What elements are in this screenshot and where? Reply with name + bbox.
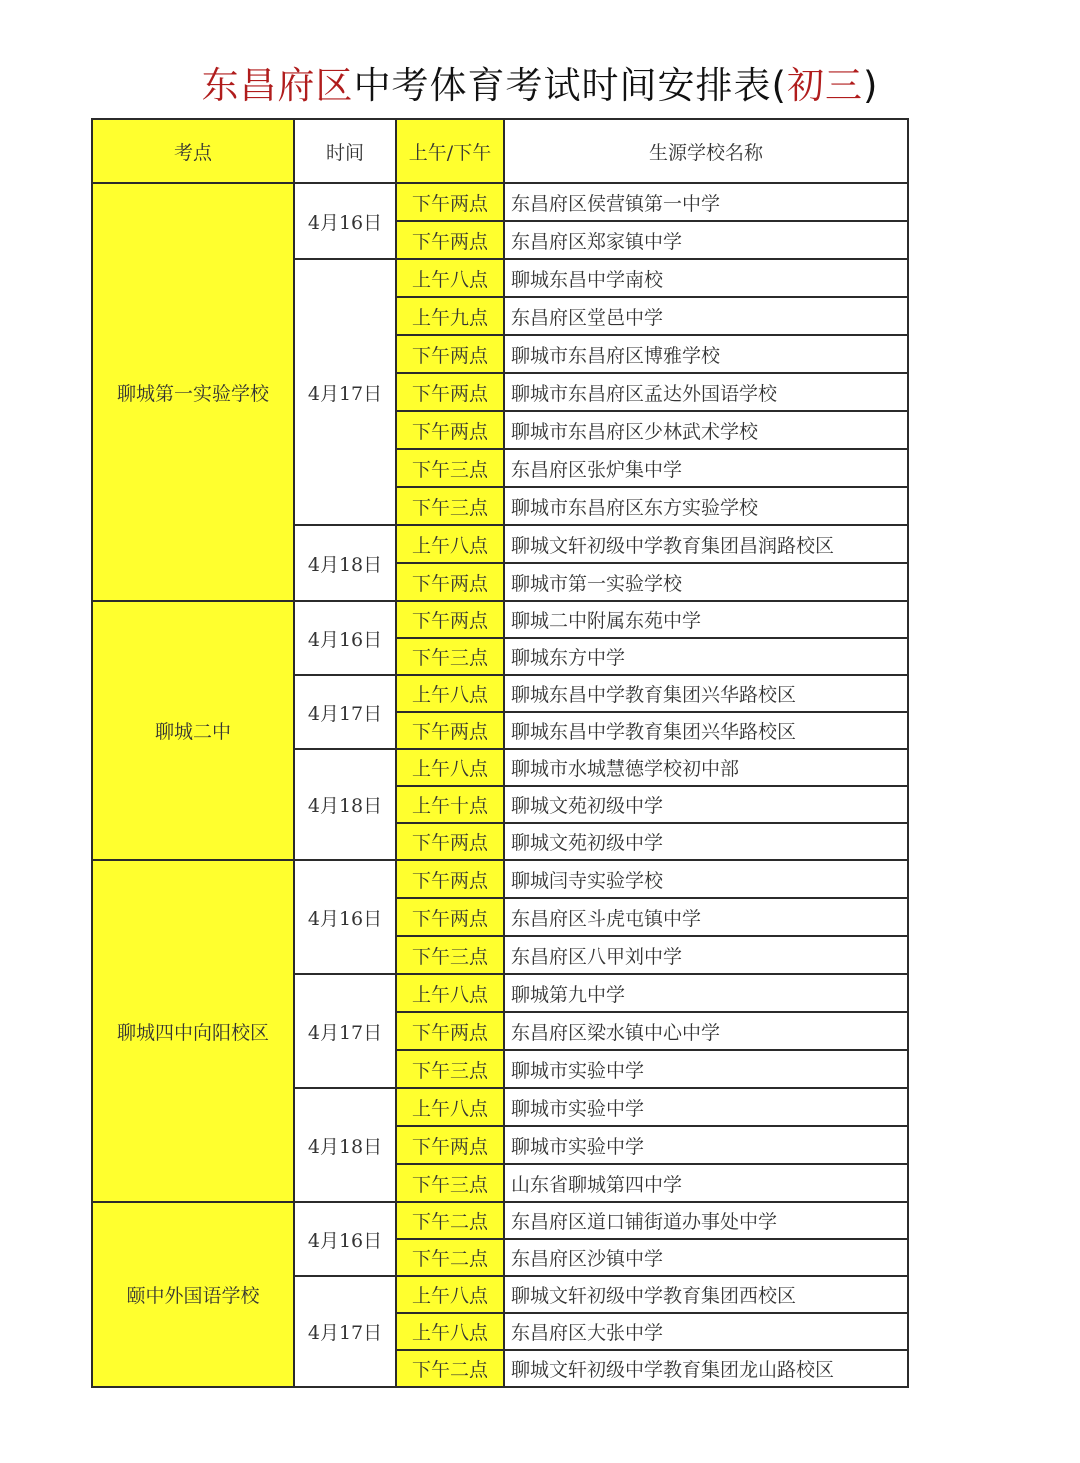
header-period: 上午/下午 — [396, 119, 504, 183]
period-cell: 上午八点 — [396, 1088, 504, 1126]
period-cell: 下午两点 — [396, 898, 504, 936]
period-cell: 下午三点 — [396, 638, 504, 675]
period-cell: 下午三点 — [396, 936, 504, 974]
period-cell: 上午八点 — [396, 974, 504, 1012]
school-cell: 聊城文轩初级中学教育集团西校区 — [504, 1276, 908, 1313]
table-row — [92, 1202, 908, 1239]
school-cell: 聊城东昌中学教育集团兴华路校区 — [504, 712, 908, 749]
site-cell: 聊城二中 — [92, 601, 294, 860]
period-cell: 下午两点 — [396, 860, 504, 898]
header-time: 时间 — [294, 119, 396, 183]
date-cell: 4月18日 — [294, 525, 396, 601]
table-row — [92, 860, 908, 898]
school-cell: 聊城第九中学 — [504, 974, 908, 1012]
school-cell: 东昌府区斗虎屯镇中学 — [504, 898, 908, 936]
school-cell: 聊城市东昌府区博雅学校 — [504, 335, 908, 373]
period-cell: 下午两点 — [396, 373, 504, 411]
school-cell: 聊城东昌中学南校 — [504, 259, 908, 297]
school-cell: 东昌府区侯营镇第一中学 — [504, 183, 908, 221]
school-cell: 聊城东方中学 — [504, 638, 908, 675]
period-cell: 下午两点 — [396, 183, 504, 221]
school-cell: 聊城市实验中学 — [504, 1088, 908, 1126]
period-cell: 下午两点 — [396, 1012, 504, 1050]
school-cell: 聊城市水城慧德学校初中部 — [504, 749, 908, 786]
date-cell: 4月16日 — [294, 601, 396, 675]
period-cell: 下午三点 — [396, 449, 504, 487]
period-cell: 下午两点 — [396, 712, 504, 749]
period-cell: 上午八点 — [396, 1276, 504, 1313]
school-cell: 聊城市东昌府区少林武术学校 — [504, 411, 908, 449]
period-cell: 上午八点 — [396, 749, 504, 786]
title-close: ) — [863, 64, 879, 107]
period-cell: 下午二点 — [396, 1239, 504, 1276]
date-cell: 4月17日 — [294, 974, 396, 1088]
period-cell: 下午三点 — [396, 1050, 504, 1088]
site-cell: 聊城第一实验学校 — [92, 183, 294, 601]
school-cell: 聊城市实验中学 — [504, 1050, 908, 1088]
period-cell: 下午两点 — [396, 823, 504, 860]
school-cell: 东昌府区梁水镇中心中学 — [504, 1012, 908, 1050]
school-cell: 聊城东昌中学教育集团兴华路校区 — [504, 675, 908, 712]
header-site: 考点 — [92, 119, 294, 183]
period-cell: 下午两点 — [396, 563, 504, 601]
date-cell: 4月17日 — [294, 675, 396, 749]
period-cell: 上午八点 — [396, 675, 504, 712]
school-cell: 聊城文苑初级中学 — [504, 823, 908, 860]
period-cell: 上午八点 — [396, 259, 504, 297]
period-cell: 上午八点 — [396, 1313, 504, 1350]
period-cell: 上午九点 — [396, 297, 504, 335]
school-cell: 聊城市第一实验学校 — [504, 563, 908, 601]
date-cell: 4月17日 — [294, 1276, 396, 1387]
school-cell: 聊城市东昌府区孟达外国语学校 — [504, 373, 908, 411]
period-cell: 下午两点 — [396, 221, 504, 259]
school-cell: 聊城文苑初级中学 — [504, 786, 908, 823]
period-cell: 下午三点 — [396, 487, 504, 525]
table-row — [92, 183, 908, 221]
school-cell: 东昌府区沙镇中学 — [504, 1239, 908, 1276]
period-cell: 下午两点 — [396, 601, 504, 638]
period-cell: 下午三点 — [396, 1164, 504, 1202]
school-cell: 聊城闫寺实验学校 — [504, 860, 908, 898]
school-cell: 聊城二中附属东苑中学 — [504, 601, 908, 638]
date-cell: 4月16日 — [294, 860, 396, 974]
date-cell: 4月16日 — [294, 183, 396, 259]
school-cell: 聊城文轩初级中学教育集团昌润路校区 — [504, 525, 908, 563]
school-cell: 东昌府区张炉集中学 — [504, 449, 908, 487]
period-cell: 下午二点 — [396, 1350, 504, 1387]
table-row — [92, 601, 908, 638]
schedule-table — [91, 118, 909, 1388]
school-cell: 聊城市实验中学 — [504, 1126, 908, 1164]
period-cell: 上午十点 — [396, 786, 504, 823]
school-cell: 东昌府区大张中学 — [504, 1313, 908, 1350]
header-row — [92, 119, 908, 183]
date-cell: 4月16日 — [294, 1202, 396, 1276]
site-cell: 聊城四中向阳校区 — [92, 860, 294, 1202]
date-cell: 4月18日 — [294, 749, 396, 860]
site-cell: 颐中外国语学校 — [92, 1202, 294, 1387]
school-cell: 山东省聊城第四中学 — [504, 1164, 908, 1202]
date-cell: 4月18日 — [294, 1088, 396, 1202]
title-district: 东昌府区 — [201, 64, 354, 107]
period-cell: 下午二点 — [396, 1202, 504, 1239]
date-cell: 4月17日 — [294, 259, 396, 525]
period-cell: 下午两点 — [396, 411, 504, 449]
page-title — [0, 60, 1080, 112]
school-cell: 聊城市东昌府区东方实验学校 — [504, 487, 908, 525]
period-cell: 上午八点 — [396, 525, 504, 563]
period-cell: 下午两点 — [396, 335, 504, 373]
school-cell: 东昌府区八甲刘中学 — [504, 936, 908, 974]
school-cell: 东昌府区道口铺街道办事处中学 — [504, 1202, 908, 1239]
school-cell: 东昌府区堂邑中学 — [504, 297, 908, 335]
school-cell: 东昌府区郑家镇中学 — [504, 221, 908, 259]
period-cell: 下午两点 — [396, 1126, 504, 1164]
school-cell: 聊城文轩初级中学教育集团龙山路校区 — [504, 1350, 908, 1387]
title-grade: 初三 — [787, 64, 863, 107]
header-school: 生源学校名称 — [504, 119, 908, 183]
title-main: 中考体育考试时间安排表( — [353, 64, 787, 107]
